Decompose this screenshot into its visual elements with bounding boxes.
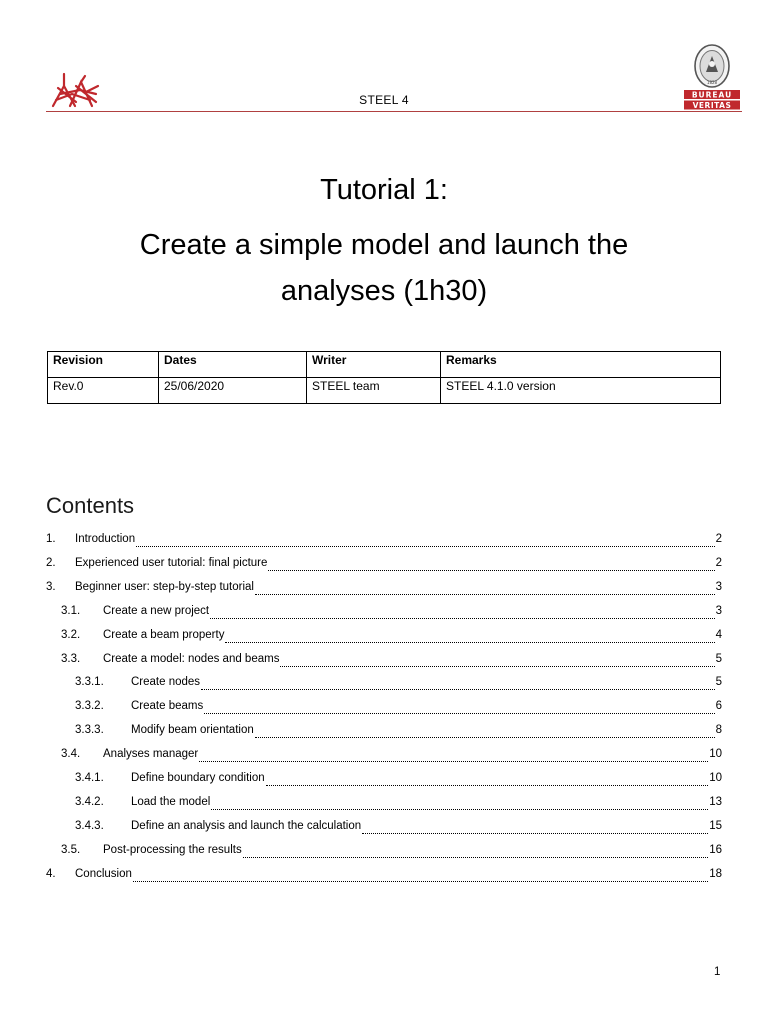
- svg-text:BUREAU: BUREAU: [691, 90, 733, 100]
- toc-dot-leader: [225, 641, 714, 643]
- toc-entry-page: 2: [715, 556, 722, 569]
- toc-entry-title: Define an analysis and launch the calculation: [131, 819, 362, 832]
- revision-header-cell: Revision: [48, 352, 159, 378]
- toc-entry-page: 10: [709, 748, 722, 761]
- remarks-cell: STEEL 4.1.0 version: [441, 378, 721, 404]
- toc-entry-page: 16: [709, 843, 722, 856]
- toc-dot-leader: [266, 784, 709, 786]
- toc-entry-page: 2: [715, 533, 722, 545]
- writer-header-cell: Writer: [307, 352, 441, 378]
- toc-entry-number: 3.4.1.: [75, 772, 104, 784]
- toc-entry-title: Create a beam property: [103, 628, 225, 641]
- toc-entry[interactable]: [46, 533, 722, 551]
- svg-text:VERITAS: VERITAS: [692, 101, 732, 110]
- toc-entry-number: 3.4.: [61, 748, 81, 761]
- toc-entry-page: 3: [715, 604, 722, 617]
- remarks-header-cell: Remarks: [441, 352, 721, 378]
- table-row: [48, 378, 721, 404]
- dates-header-cell: Dates: [159, 352, 307, 378]
- toc-dot-leader: [136, 545, 714, 547]
- toc-entry-title: Create beams: [131, 700, 204, 713]
- toc-entry[interactable]: [75, 820, 722, 838]
- toc-entry[interactable]: [61, 748, 722, 766]
- toc-entry-number: 2.: [46, 556, 56, 569]
- toc-entry-title: Define boundary condition: [131, 772, 265, 784]
- toc-dot-leader: [255, 593, 715, 595]
- toc-entry-title: Conclusion: [75, 867, 132, 880]
- toc-entry-number: 3.4.3.: [75, 819, 104, 832]
- toc-dot-leader: [133, 880, 708, 882]
- toc-entry-page: 18: [709, 867, 722, 880]
- toc-entry-page: 5: [715, 676, 722, 689]
- toc-dot-leader: [362, 832, 708, 834]
- toc-entry-title: Post-processing the results: [103, 843, 242, 856]
- revision-table: [47, 351, 721, 404]
- toc-entry-number: 3.2.: [61, 628, 81, 641]
- toc-dot-leader: [210, 617, 714, 619]
- toc-entry-number: 3.3.1.: [75, 676, 104, 689]
- toc-entry-title: Load the model: [131, 795, 211, 808]
- toc-entry-page: 15: [709, 819, 722, 832]
- contents-heading: Contents: [46, 493, 135, 518]
- toc-entry-number: 3.1.: [61, 604, 81, 617]
- title-line-2: Create a simple model and launch the: [139, 229, 629, 261]
- toc-entry-page: 5: [715, 652, 722, 665]
- toc-entry[interactable]: [75, 700, 722, 718]
- toc-entry[interactable]: [46, 868, 722, 886]
- toc-entry-number: 3.3.: [61, 652, 81, 665]
- toc-entry[interactable]: [46, 581, 722, 599]
- toc-entry[interactable]: [61, 844, 722, 862]
- toc-entry-page: 8: [715, 724, 722, 737]
- toc-entry-number: 1.: [46, 533, 56, 545]
- toc-entry[interactable]: [61, 653, 722, 671]
- toc-entry-title: Create a model: nodes and beams: [103, 652, 280, 665]
- toc-entry-page: 3: [715, 580, 722, 593]
- toc-entry-title: Analyses manager: [103, 748, 199, 761]
- toc-entry[interactable]: [75, 676, 722, 694]
- toc-entry[interactable]: [46, 557, 722, 575]
- title-line-3: analyses (1h30): [280, 275, 488, 307]
- toc-entry[interactable]: [75, 772, 722, 790]
- svg-text:1828: 1828: [706, 80, 718, 85]
- toc-entry[interactable]: [61, 605, 722, 623]
- toc-entry-number: 3.4.2.: [75, 795, 104, 808]
- writer-cell: STEEL team: [307, 378, 441, 404]
- toc-dot-leader: [243, 856, 709, 858]
- toc-entry-title: Experienced user tutorial: final picture: [75, 556, 268, 569]
- toc-entry-page: 13: [709, 795, 722, 808]
- toc-entry-title: Modify beam orientation: [131, 724, 254, 737]
- revision-table-header-row: [48, 352, 721, 378]
- toc-dot-leader: [211, 808, 708, 810]
- toc-dot-leader: [204, 712, 714, 714]
- toc-entry[interactable]: [75, 724, 722, 742]
- toc-entry-number: 4.: [46, 867, 56, 880]
- toc-dot-leader: [199, 760, 708, 762]
- title-line-1: Tutorial 1:: [320, 174, 448, 206]
- toc-entry[interactable]: [75, 796, 722, 814]
- toc-dot-leader: [255, 736, 715, 738]
- toc-entry-title: Beginner user: step-by-step tutorial: [75, 580, 254, 593]
- toc-entry-title: Create nodes: [131, 676, 201, 689]
- header-divider: [46, 111, 742, 112]
- header-doc-name: STEEL 4: [359, 93, 409, 107]
- toc-entry-page: 10: [709, 772, 722, 784]
- revision-cell: Rev.0: [48, 378, 159, 404]
- toc-dot-leader: [201, 688, 715, 690]
- toc-entry-number: 3.: [46, 580, 56, 593]
- toc-entry-number: 3.5.: [61, 843, 81, 856]
- toc-entry-page: 4: [715, 628, 722, 641]
- toc-entry-number: 3.3.3.: [75, 724, 104, 737]
- toc-entry-title: Create a new project: [103, 604, 210, 617]
- page-number: 1: [714, 966, 721, 978]
- toc-entry-page: 6: [715, 700, 722, 713]
- toc-dot-leader: [268, 569, 714, 571]
- dates-cell: 25/06/2020: [159, 378, 307, 404]
- toc-entry-title: Introduction: [75, 533, 136, 545]
- toc-entry-number: 3.3.2.: [75, 700, 104, 713]
- toc-dot-leader: [280, 665, 714, 667]
- toc-entry[interactable]: [61, 629, 722, 647]
